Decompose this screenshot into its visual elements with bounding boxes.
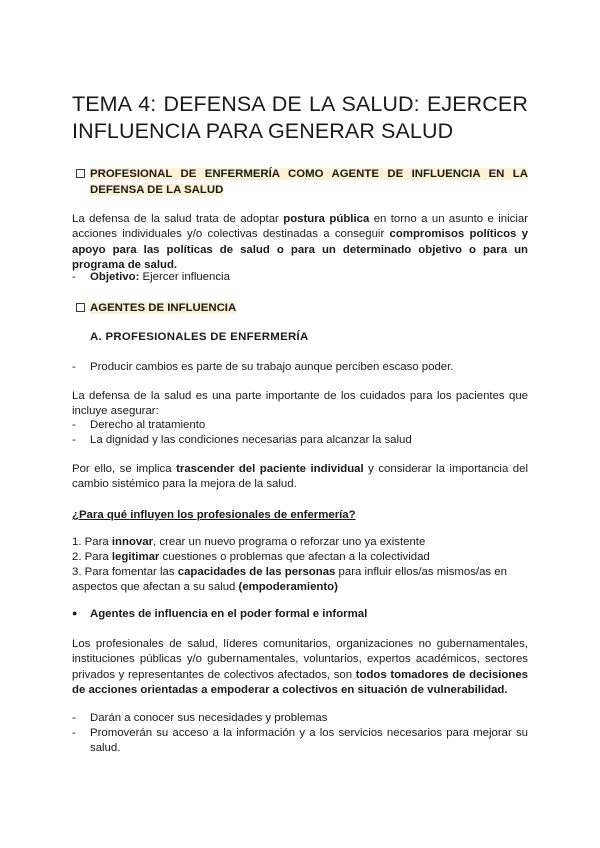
dash-marker: -: [72, 727, 76, 739]
text-run: La defensa de la salud trata de adoptar: [72, 213, 284, 225]
list-item: [72, 726, 528, 757]
checkbox-icon: [76, 169, 85, 178]
bold-text: todos tomadores de decisiones de acciones orientadas a empoderar a colectivos en situación de vulnerabilidad.: [72, 668, 528, 696]
list-item-text: Producir cambios es parte de su trabajo aunque perciben escaso poder.: [90, 361, 454, 373]
text-run: y considerar la importancia del cambio sistémico para la mejora de la salud.: [72, 463, 528, 491]
dash-marker: -: [72, 434, 76, 446]
definition-paragraph: [72, 212, 528, 273]
checkbox-icon: [76, 303, 85, 312]
bold-text: postura pública: [283, 213, 370, 225]
text-run: Los profesionales de salud, líderes comunitarios, organizaciones no gubernamentales, instituciones públicas y/o gubernamentales, voluntarios, expertos académicos, sectores privados y representantes de colectivos afectados, son: [72, 638, 528, 681]
list-item: [72, 418, 528, 433]
list-item-text: Derecho al tratamiento: [90, 419, 206, 431]
bold-text: (empoderamiento): [238, 581, 338, 594]
section-heading-text: AGENTES DE INFLUENCIA: [90, 302, 237, 314]
page-title: TEMA 4: DEFENSA DE LA SALUD: EJERCER INFLUENCIA PARA GENERAR SALUD: [72, 92, 528, 143]
list-item-text: La dignidad y las condiciones necesarias para alcanzar la salud: [90, 434, 412, 446]
text-run: 3. Para fomentar las: [72, 566, 178, 578]
dash-marker: -: [72, 361, 76, 373]
objetivo-label: Objetivo:: [90, 271, 140, 283]
bullet-heading: [72, 608, 368, 620]
bold-text: compromisos políticos y apoyo para las políticas de salud o para un determinado objetivo o para un programa de salud.: [72, 228, 528, 271]
bullet-icon: ●: [72, 608, 78, 618]
list-item: [72, 711, 528, 726]
dash-marker: -: [72, 271, 76, 283]
numbered-item: [72, 550, 528, 565]
paragraph: [72, 637, 528, 698]
bold-text: capacidades de las personas: [177, 566, 336, 578]
question-heading: [72, 508, 528, 523]
bold-text: trascender del paciente individual: [176, 463, 364, 475]
text-run: para influir ellos/as mismos/as en aspectos que afectan a su salud: [72, 566, 507, 594]
dash-marker: -: [72, 419, 76, 431]
text-run: cuestiones o problemas que afectan a la colectividad: [159, 551, 430, 563]
list-item: [72, 433, 528, 448]
section-heading-agentes: [90, 300, 528, 316]
dash-marker: -: [72, 712, 76, 724]
numbered-item: [72, 565, 528, 596]
paragraph: La defensa de la salud es una parte importante de los cuidados para los pacientes que incluye asegurar:: [72, 390, 528, 418]
list-item-text: Promoverán su acceso a la información y a los servicios necesarios para mejorar su salud.: [90, 727, 528, 755]
text-run: Por ello, se implica: [72, 463, 177, 475]
text-run: en torno a un asunto e iniciar acciones individuales y/o colectivas destinadas a conseguir: [72, 213, 528, 241]
bullet-heading-text: Agentes de influencia en el poder formal e informal: [90, 608, 368, 620]
section-heading-text: PROFESIONAL DE ENFERMERÍA COMO AGENTE DE INFLUENCIA EN LA DEFENSA DE LA SALUD: [90, 168, 528, 196]
list-item: [72, 360, 528, 375]
objetivo-text: Ejercer influencia: [139, 271, 230, 283]
paragraph: [72, 462, 528, 493]
text-run: 1. Para: [72, 536, 112, 548]
objetivo-item: [72, 270, 528, 285]
section-heading-profesional: [90, 166, 528, 198]
question-text: ¿Para qué influyen los profesionales de enfermería?: [72, 509, 356, 521]
text-run: 2. Para: [72, 551, 112, 563]
numbered-item: [72, 535, 528, 550]
text-run: , crear un nuevo programa o reforzar uno ya existente: [153, 536, 426, 548]
bold-text: innovar: [111, 536, 154, 548]
subheading-profesionales: A. PROFESIONALES DE ENFERMERÍA: [90, 331, 309, 343]
list-item-text: Darán a conocer sus necesidades y problemas: [90, 712, 328, 724]
bold-text: legitimar: [111, 551, 160, 563]
